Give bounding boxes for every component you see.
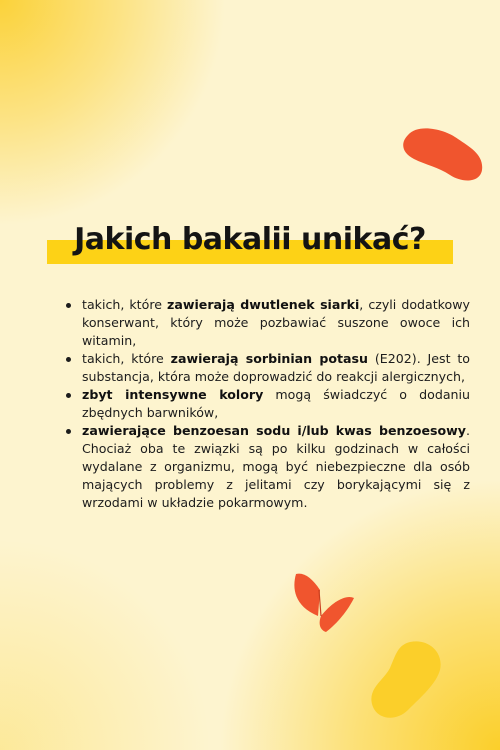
title-block [45, 217, 455, 267]
red-blob-icon [400, 125, 485, 185]
tips-list [62, 296, 470, 512]
item-text: (E202). Jest to substancja, która może doprowadzić do reakcji alergicznych, [82, 351, 470, 384]
item-highlight: zawierają sorbinian potasu [170, 351, 369, 366]
item-highlight: zawierają dwutlenek siarki [167, 297, 360, 312]
item-highlight: zawierające benzoesan sodu i/lub kwas benzoesowy [82, 423, 466, 438]
yellow-blob-icon [370, 640, 445, 720]
list-item [82, 350, 470, 386]
butterfly-icon [290, 568, 356, 634]
item-text: , czyli dodatkowy konserwant, który może pozbawiać suszone owoce ich witamin, [82, 297, 470, 348]
item-text: mogą świadczyć o dodaniu zbędnych barwników, [82, 387, 470, 420]
list-item [82, 386, 470, 422]
page-title: Jakich bakalii unikać? [74, 222, 426, 257]
item-text: takich, które [82, 351, 171, 366]
item-text: . Chociaż oba te związki są po kilku godzinach w całości wydalane z organizmu, mogą być niebezpieczne dla osób mających problemy z jelitami czy borykającymi się z wrzodami w układzie pokarmowym. [82, 423, 470, 510]
item-highlight: zbyt intensywne kolory [82, 387, 264, 402]
list-item [82, 296, 470, 350]
item-text: takich, które [82, 297, 168, 312]
list-item [82, 422, 470, 512]
